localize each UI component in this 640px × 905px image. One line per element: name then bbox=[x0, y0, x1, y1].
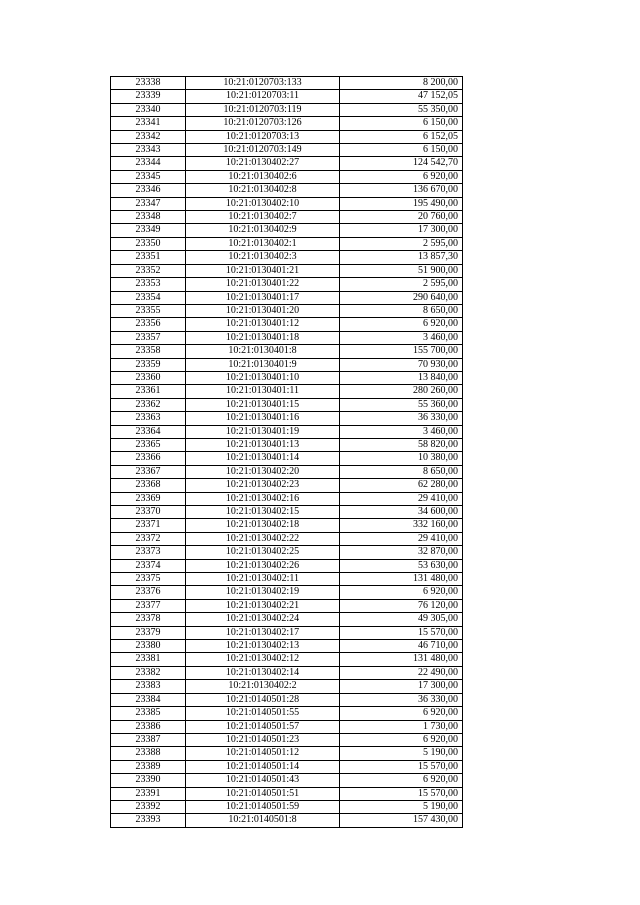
value-cell: 6 152,05 bbox=[340, 130, 463, 143]
cadastral-number-cell: 10:21:0130402:3 bbox=[186, 251, 340, 264]
table-row bbox=[111, 800, 463, 813]
row-number-cell: 23369 bbox=[111, 492, 186, 505]
cadastral-number-cell: 10:21:0140501:23 bbox=[186, 733, 340, 746]
land-plot-value-table bbox=[110, 76, 463, 828]
value-cell: 10 380,00 bbox=[340, 452, 463, 465]
value-cell: 13 840,00 bbox=[340, 371, 463, 384]
cadastral-number-cell: 10:21:0130402:26 bbox=[186, 559, 340, 572]
row-number-cell: 23355 bbox=[111, 304, 186, 317]
value-cell: 29 410,00 bbox=[340, 532, 463, 545]
cadastral-number-cell: 10:21:0130401:21 bbox=[186, 264, 340, 277]
cadastral-number-cell: 10:21:0130401:16 bbox=[186, 412, 340, 425]
row-number-cell: 23362 bbox=[111, 398, 186, 411]
value-cell: 15 570,00 bbox=[340, 760, 463, 773]
table-row bbox=[111, 733, 463, 746]
value-cell: 55 350,00 bbox=[340, 103, 463, 116]
row-number-cell: 23358 bbox=[111, 345, 186, 358]
cadastral-number-cell: 10:21:0140501:8 bbox=[186, 814, 340, 827]
row-number-cell: 23338 bbox=[111, 77, 186, 90]
value-cell: 20 760,00 bbox=[340, 211, 463, 224]
row-number-cell: 23341 bbox=[111, 117, 186, 130]
cadastral-number-cell: 10:21:0140501:12 bbox=[186, 747, 340, 760]
row-number-cell: 23384 bbox=[111, 693, 186, 706]
value-cell: 6 920,00 bbox=[340, 586, 463, 599]
table-row bbox=[111, 77, 463, 90]
value-cell: 51 900,00 bbox=[340, 264, 463, 277]
cadastral-number-cell: 10:21:0130402:10 bbox=[186, 197, 340, 210]
row-number-cell: 23392 bbox=[111, 800, 186, 813]
cadastral-number-cell: 10:21:0130401:9 bbox=[186, 358, 340, 371]
cadastral-number-cell: 10:21:0130401:17 bbox=[186, 291, 340, 304]
cadastral-number-cell: 10:21:0140501:55 bbox=[186, 707, 340, 720]
table-row bbox=[111, 412, 463, 425]
value-cell: 32 870,00 bbox=[340, 546, 463, 559]
cadastral-number-cell: 10:21:0120703:133 bbox=[186, 77, 340, 90]
row-number-cell: 23349 bbox=[111, 224, 186, 237]
table-row bbox=[111, 197, 463, 210]
value-cell: 49 305,00 bbox=[340, 613, 463, 626]
cadastral-number-cell: 10:21:0130402:8 bbox=[186, 184, 340, 197]
value-cell: 5 190,00 bbox=[340, 747, 463, 760]
cadastral-number-cell: 10:21:0130401:22 bbox=[186, 278, 340, 291]
value-cell: 6 150,00 bbox=[340, 144, 463, 157]
value-cell: 17 300,00 bbox=[340, 680, 463, 693]
value-cell: 280 260,00 bbox=[340, 385, 463, 398]
cadastral-number-cell: 10:21:0130401:19 bbox=[186, 425, 340, 438]
value-cell: 29 410,00 bbox=[340, 492, 463, 505]
table-row bbox=[111, 130, 463, 143]
table-row bbox=[111, 318, 463, 331]
table-row bbox=[111, 506, 463, 519]
cadastral-number-cell: 10:21:0120703:149 bbox=[186, 144, 340, 157]
value-cell: 47 152,05 bbox=[340, 90, 463, 103]
cadastral-number-cell: 10:21:0130402:1 bbox=[186, 237, 340, 250]
row-number-cell: 23352 bbox=[111, 264, 186, 277]
row-number-cell: 23387 bbox=[111, 733, 186, 746]
table-row bbox=[111, 720, 463, 733]
table-row bbox=[111, 465, 463, 478]
table-row bbox=[111, 599, 463, 612]
cadastral-number-cell: 10:21:0130402:12 bbox=[186, 653, 340, 666]
cadastral-number-cell: 10:21:0130402:7 bbox=[186, 211, 340, 224]
row-number-cell: 23372 bbox=[111, 532, 186, 545]
table-row bbox=[111, 211, 463, 224]
table-row bbox=[111, 90, 463, 103]
table-row bbox=[111, 184, 463, 197]
row-number-cell: 23348 bbox=[111, 211, 186, 224]
value-cell: 70 930,00 bbox=[340, 358, 463, 371]
table-row bbox=[111, 358, 463, 371]
value-cell: 3 460,00 bbox=[340, 331, 463, 344]
value-cell: 55 360,00 bbox=[340, 398, 463, 411]
row-number-cell: 23339 bbox=[111, 90, 186, 103]
cadastral-number-cell: 10:21:0130401:10 bbox=[186, 371, 340, 384]
value-cell: 136 670,00 bbox=[340, 184, 463, 197]
row-number-cell: 23386 bbox=[111, 720, 186, 733]
cadastral-number-cell: 10:21:0130402:25 bbox=[186, 546, 340, 559]
row-number-cell: 23380 bbox=[111, 640, 186, 653]
row-number-cell: 23347 bbox=[111, 197, 186, 210]
cadastral-number-cell: 10:21:0130402:21 bbox=[186, 599, 340, 612]
row-number-cell: 23359 bbox=[111, 358, 186, 371]
row-number-cell: 23390 bbox=[111, 774, 186, 787]
cadastral-number-cell: 10:21:0130402:13 bbox=[186, 640, 340, 653]
row-number-cell: 23353 bbox=[111, 278, 186, 291]
cadastral-number-cell: 10:21:0140501:51 bbox=[186, 787, 340, 800]
table-row bbox=[111, 492, 463, 505]
value-cell: 1 730,00 bbox=[340, 720, 463, 733]
row-number-cell: 23373 bbox=[111, 546, 186, 559]
cadastral-number-cell: 10:21:0130401:13 bbox=[186, 438, 340, 451]
table-row bbox=[111, 546, 463, 559]
row-number-cell: 23350 bbox=[111, 237, 186, 250]
value-cell: 22 490,00 bbox=[340, 666, 463, 679]
row-number-cell: 23366 bbox=[111, 452, 186, 465]
cadastral-number-cell: 10:21:0130402:11 bbox=[186, 573, 340, 586]
row-number-cell: 23345 bbox=[111, 170, 186, 183]
cadastral-number-cell: 10:21:0130401:20 bbox=[186, 304, 340, 317]
value-cell: 155 700,00 bbox=[340, 345, 463, 358]
cadastral-number-cell: 10:21:0120703:126 bbox=[186, 117, 340, 130]
table-row bbox=[111, 304, 463, 317]
value-cell: 2 595,00 bbox=[340, 278, 463, 291]
row-number-cell: 23383 bbox=[111, 680, 186, 693]
cadastral-number-cell: 10:21:0130402:6 bbox=[186, 170, 340, 183]
table-row bbox=[111, 532, 463, 545]
row-number-cell: 23370 bbox=[111, 506, 186, 519]
row-number-cell: 23379 bbox=[111, 626, 186, 639]
cadastral-number-cell: 10:21:0130402:16 bbox=[186, 492, 340, 505]
row-number-cell: 23343 bbox=[111, 144, 186, 157]
value-cell: 13 857,30 bbox=[340, 251, 463, 264]
row-number-cell: 23344 bbox=[111, 157, 186, 170]
table-row bbox=[111, 707, 463, 720]
row-number-cell: 23371 bbox=[111, 519, 186, 532]
value-cell: 46 710,00 bbox=[340, 640, 463, 653]
value-cell: 15 570,00 bbox=[340, 626, 463, 639]
row-number-cell: 23363 bbox=[111, 412, 186, 425]
value-cell: 17 300,00 bbox=[340, 224, 463, 237]
table-row bbox=[111, 438, 463, 451]
value-cell: 8 200,00 bbox=[340, 77, 463, 90]
table-row bbox=[111, 237, 463, 250]
cadastral-number-cell: 10:21:0130402:20 bbox=[186, 465, 340, 478]
value-cell: 36 330,00 bbox=[340, 412, 463, 425]
value-cell: 6 920,00 bbox=[340, 774, 463, 787]
table-row bbox=[111, 264, 463, 277]
row-number-cell: 23342 bbox=[111, 130, 186, 143]
row-number-cell: 23381 bbox=[111, 653, 186, 666]
row-number-cell: 23346 bbox=[111, 184, 186, 197]
value-cell: 76 120,00 bbox=[340, 599, 463, 612]
table-row bbox=[111, 666, 463, 679]
cadastral-number-cell: 10:21:0140501:59 bbox=[186, 800, 340, 813]
table-body bbox=[111, 77, 463, 828]
table-row bbox=[111, 680, 463, 693]
row-number-cell: 23361 bbox=[111, 385, 186, 398]
table-row bbox=[111, 573, 463, 586]
table-row bbox=[111, 278, 463, 291]
cadastral-number-cell: 10:21:0140501:43 bbox=[186, 774, 340, 787]
table-row bbox=[111, 814, 463, 827]
cadastral-number-cell: 10:21:0130402:15 bbox=[186, 506, 340, 519]
cadastral-number-cell: 10:21:0130402:23 bbox=[186, 479, 340, 492]
table-row bbox=[111, 331, 463, 344]
table-row bbox=[111, 613, 463, 626]
table-row bbox=[111, 774, 463, 787]
cadastral-number-cell: 10:21:0120703:13 bbox=[186, 130, 340, 143]
value-cell: 3 460,00 bbox=[340, 425, 463, 438]
table-row bbox=[111, 452, 463, 465]
value-cell: 131 480,00 bbox=[340, 573, 463, 586]
value-cell: 6 920,00 bbox=[340, 733, 463, 746]
table-row bbox=[111, 103, 463, 116]
cadastral-number-cell: 10:21:0130402:14 bbox=[186, 666, 340, 679]
row-number-cell: 23375 bbox=[111, 573, 186, 586]
row-number-cell: 23367 bbox=[111, 465, 186, 478]
table-row bbox=[111, 479, 463, 492]
row-number-cell: 23365 bbox=[111, 438, 186, 451]
cadastral-number-cell: 10:21:0130401:14 bbox=[186, 452, 340, 465]
row-number-cell: 23357 bbox=[111, 331, 186, 344]
cadastral-number-cell: 10:21:0130402:18 bbox=[186, 519, 340, 532]
cadastral-number-cell: 10:21:0130402:2 bbox=[186, 680, 340, 693]
value-cell: 157 430,00 bbox=[340, 814, 463, 827]
value-cell: 53 630,00 bbox=[340, 559, 463, 572]
row-number-cell: 23382 bbox=[111, 666, 186, 679]
value-cell: 62 280,00 bbox=[340, 479, 463, 492]
cadastral-number-cell: 10:21:0140501:57 bbox=[186, 720, 340, 733]
table-row bbox=[111, 626, 463, 639]
value-cell: 6 920,00 bbox=[340, 170, 463, 183]
cadastral-number-cell: 10:21:0130402:24 bbox=[186, 613, 340, 626]
table-row bbox=[111, 345, 463, 358]
value-cell: 124 542,70 bbox=[340, 157, 463, 170]
table-row bbox=[111, 425, 463, 438]
cadastral-number-cell: 10:21:0120703:119 bbox=[186, 103, 340, 116]
cadastral-number-cell: 10:21:0130401:12 bbox=[186, 318, 340, 331]
cadastral-number-cell: 10:21:0130401:8 bbox=[186, 345, 340, 358]
row-number-cell: 23360 bbox=[111, 371, 186, 384]
row-number-cell: 23351 bbox=[111, 251, 186, 264]
row-number-cell: 23378 bbox=[111, 613, 186, 626]
cadastral-number-cell: 10:21:0130401:18 bbox=[186, 331, 340, 344]
table-row bbox=[111, 787, 463, 800]
value-cell: 2 595,00 bbox=[340, 237, 463, 250]
cadastral-number-cell: 10:21:0130402:19 bbox=[186, 586, 340, 599]
value-cell: 15 570,00 bbox=[340, 787, 463, 800]
value-cell: 290 640,00 bbox=[340, 291, 463, 304]
table-row bbox=[111, 251, 463, 264]
table-row bbox=[111, 760, 463, 773]
value-cell: 58 820,00 bbox=[340, 438, 463, 451]
row-number-cell: 23389 bbox=[111, 760, 186, 773]
cadastral-number-cell: 10:21:0130402:27 bbox=[186, 157, 340, 170]
row-number-cell: 23388 bbox=[111, 747, 186, 760]
table-row bbox=[111, 653, 463, 666]
row-number-cell: 23385 bbox=[111, 707, 186, 720]
cadastral-number-cell: 10:21:0130402:22 bbox=[186, 532, 340, 545]
value-cell: 36 330,00 bbox=[340, 693, 463, 706]
cadastral-number-cell: 10:21:0130402:9 bbox=[186, 224, 340, 237]
row-number-cell: 23374 bbox=[111, 559, 186, 572]
value-cell: 332 160,00 bbox=[340, 519, 463, 532]
table-row bbox=[111, 371, 463, 384]
value-cell: 6 920,00 bbox=[340, 707, 463, 720]
table-row bbox=[111, 586, 463, 599]
table-row bbox=[111, 157, 463, 170]
row-number-cell: 23340 bbox=[111, 103, 186, 116]
value-cell: 8 650,00 bbox=[340, 465, 463, 478]
value-cell: 131 480,00 bbox=[340, 653, 463, 666]
value-cell: 5 190,00 bbox=[340, 800, 463, 813]
row-number-cell: 23364 bbox=[111, 425, 186, 438]
value-cell: 6 920,00 bbox=[340, 318, 463, 331]
row-number-cell: 23376 bbox=[111, 586, 186, 599]
cadastral-number-cell: 10:21:0130401:11 bbox=[186, 385, 340, 398]
cadastral-number-cell: 10:21:0130402:17 bbox=[186, 626, 340, 639]
table-row bbox=[111, 640, 463, 653]
table-row bbox=[111, 747, 463, 760]
table-row bbox=[111, 385, 463, 398]
table-row bbox=[111, 291, 463, 304]
row-number-cell: 23368 bbox=[111, 479, 186, 492]
cadastral-number-cell: 10:21:0120703:11 bbox=[186, 90, 340, 103]
value-cell: 6 150,00 bbox=[340, 117, 463, 130]
value-cell: 195 490,00 bbox=[340, 197, 463, 210]
cadastral-number-cell: 10:21:0130401:15 bbox=[186, 398, 340, 411]
table-row bbox=[111, 170, 463, 183]
row-number-cell: 23393 bbox=[111, 814, 186, 827]
row-number-cell: 23356 bbox=[111, 318, 186, 331]
table-row bbox=[111, 224, 463, 237]
value-cell: 8 650,00 bbox=[340, 304, 463, 317]
row-number-cell: 23391 bbox=[111, 787, 186, 800]
cadastral-number-cell: 10:21:0140501:28 bbox=[186, 693, 340, 706]
table-row bbox=[111, 519, 463, 532]
table-row bbox=[111, 559, 463, 572]
value-cell: 34 600,00 bbox=[340, 506, 463, 519]
cadastral-number-cell: 10:21:0140501:14 bbox=[186, 760, 340, 773]
table-row bbox=[111, 398, 463, 411]
row-number-cell: 23354 bbox=[111, 291, 186, 304]
table-row bbox=[111, 144, 463, 157]
table-row bbox=[111, 693, 463, 706]
table-row bbox=[111, 117, 463, 130]
row-number-cell: 23377 bbox=[111, 599, 186, 612]
